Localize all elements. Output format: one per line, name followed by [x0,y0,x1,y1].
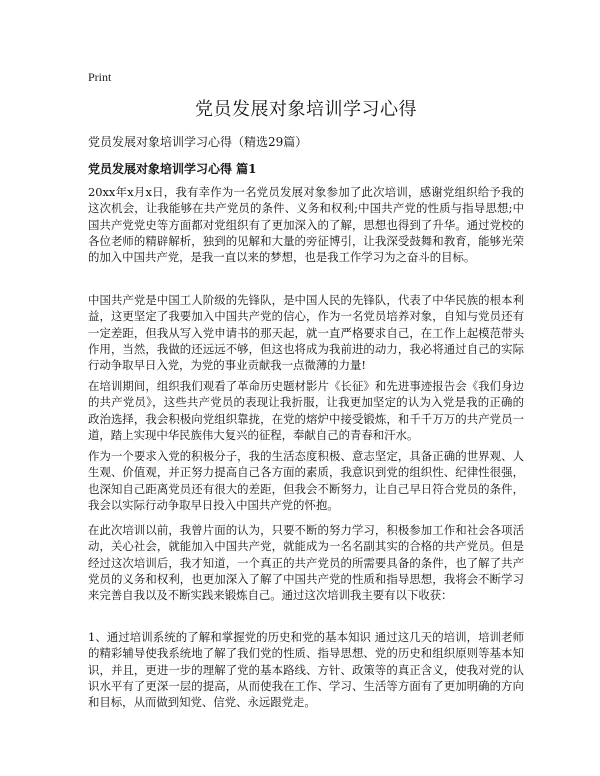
paragraph-4: 作为一个要求入党的积极分子，我的生活态度积极、意志坚定，具备正确的世界观、人生观、价值观，并正努力提高自己各方面的素质，我意识到党的组织性、纪律性很强，也深知自己距离党员还有很大的差距，但我会不断努力，让自己早日符合党员的条件，我会以实际行动争取早日投入中国共产党的怀抱。 [88,449,524,512]
page-title: 党员发展对象培训学习心得 [195,99,417,120]
paragraph-2: 中国共产党是中国工人阶级的先锋队，是中国人民的先锋队，代表了中华民族的根本利益，这更坚定了我要加入中国共产党的信心，作为一名党员培养对象，自知与党员还有一定差距，但我从写入党申请书的那天起，就一直严格要求自己，在工作上起模范带头作用，当然，我做的还远远不够，但这也将成为我前进的动力，我必将通过自己的实际行动争取早日入党，为党的事业贡献我一点微薄的力量! [88,293,524,373]
document-subtitle: 党员发展对象培训学习心得（精选29篇） [88,135,308,149]
print-link[interactable]: Print [88,70,112,84]
section-heading: 党员发展对象培训学习心得 篇1 [88,162,257,176]
paragraph-6: 1、通过培训系统的了解和掌握党的历史和党的基本知识 通过这几天的培训，培训老师的精彩辅导使我系统地了解了我们党的性质、指导思想、党的历史和组织原则等基本知识，并且，更进一步的理解了党的基本路线、方针、政策等的真正含义，使我对党的认识水平有了更深一层的提高，从而使我在工作、学习、生活等方面有了更加明确的方向和目标，从而做到知党、信党、永远跟党走。 [88,630,524,710]
paragraph-3: 在培训期间，组织我们观看了革命历史题材影片《长征》和先进事迹报告会《我们身边的共产党员》，这些共产党员的表现让我折服，让我更加坚定的认为入党是我的正确的政治选择，我会积极向党组织靠拢，在党的熔炉中接受锻炼，和千千万万的共产党员一道，踏上实现中华民族伟大复兴的征程，奉献自己的青春和汗水。 [88,379,524,442]
paragraph-5: 在此次培训以前，我曾片面的认为，只要不断的努力学习，积极参加工作和社会各项活动，关心社会，就能加入中国共产党，就能成为一名名副其实的合格的共产党员。但是经过这次培训后，我才知道，一个真正的共产党员的所需要具备的条件，也了解了共产党员的义务和权利，也更加深入了解了中国共产党的性质和指导思想，我将会不断学习来完善自我以及不断实践来锻炼自己。通过这次培训我主要有以下收获： [88,523,524,603]
paragraph-1: 20xx年x月x日，我有幸作为一名党员发展对象参加了此次培训，感谢党组织给予我的这次机会，让我能够在共产党员的条件、义务和权利;中国共产党的性质与指导思想;中国共产党党史等方面都对党组织有了更加深入的了解，思想也得到了升华。通过党校的各位老师的精辟解析，独到的见解和大量的旁征博引，让我深受鼓舞和教育，能够光荣的加入中国共产党，是我一直以来的梦想，也是我工作学习为之奋斗的目标。 [88,185,524,265]
